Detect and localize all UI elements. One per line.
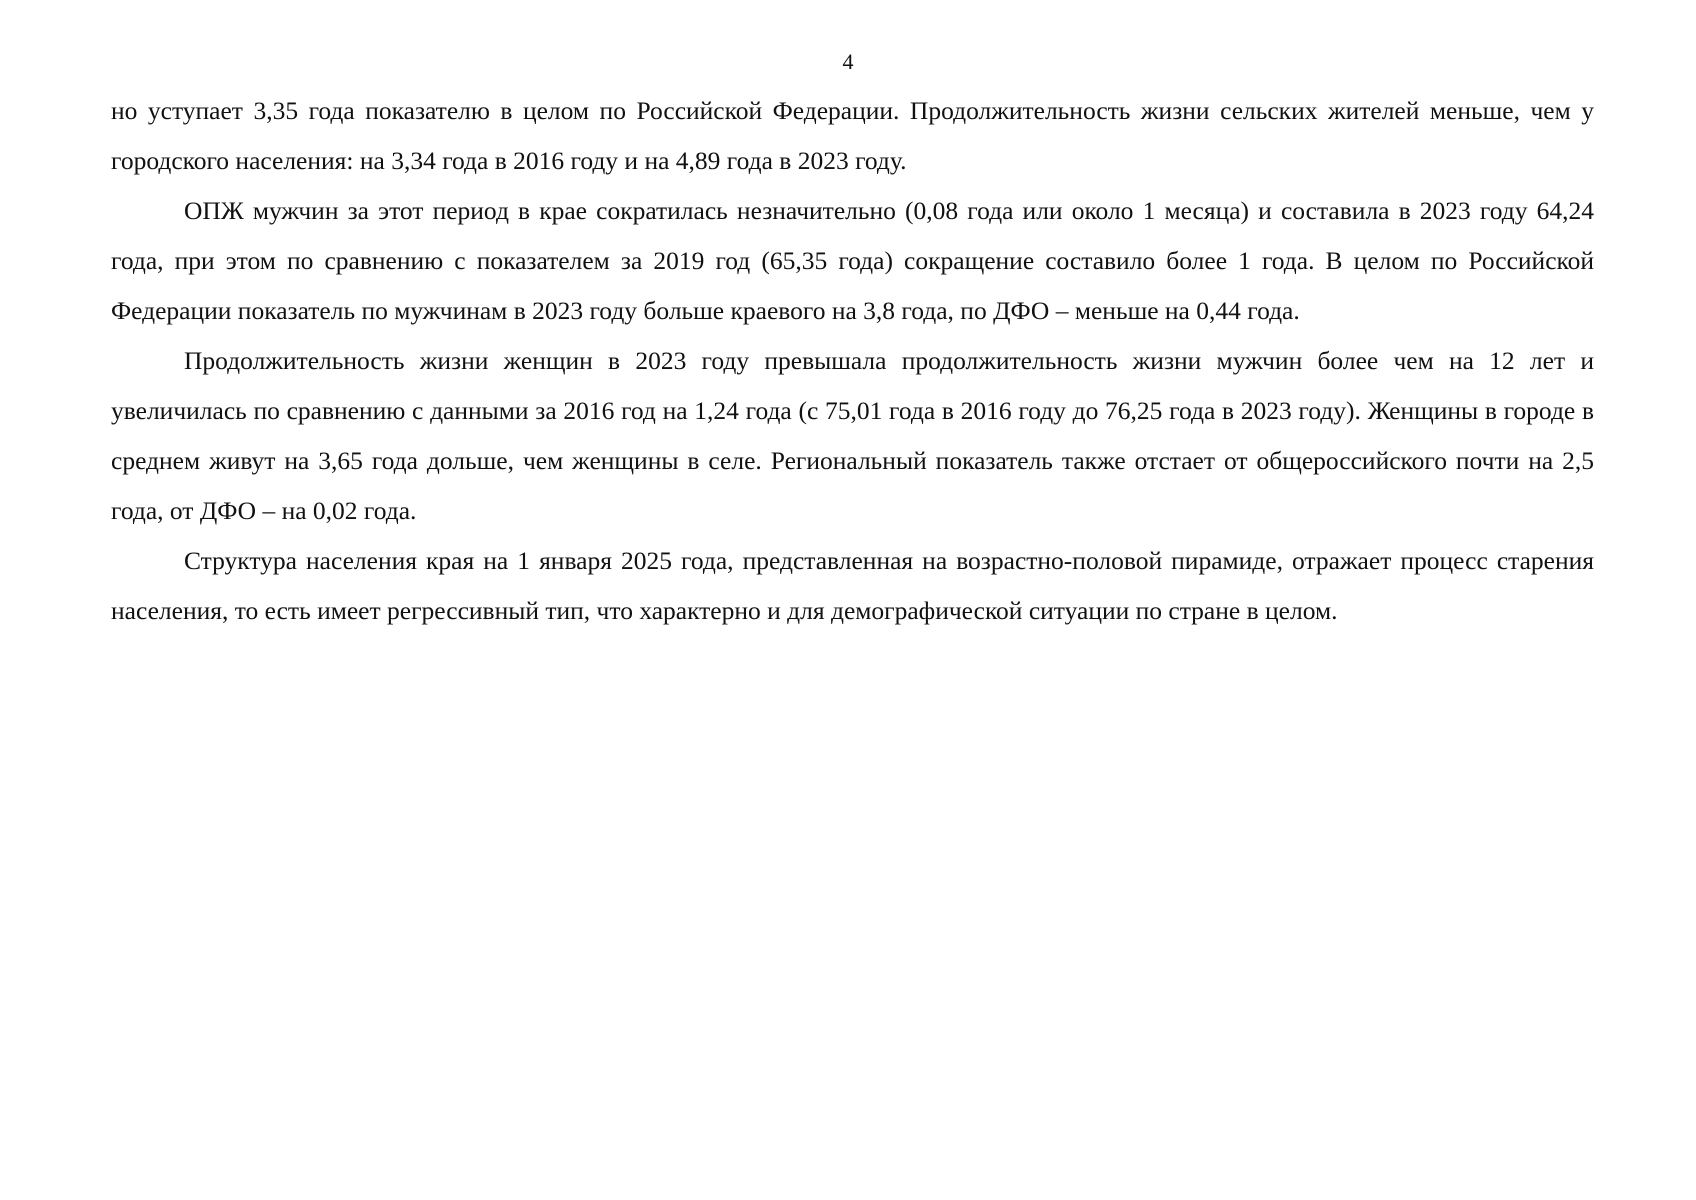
document-body (111, 86, 1594, 636)
paragraph-rural-urban-gap: но уступает 3,35 года показателю в целом по Российской Федерации. Продолжительность жизни сельских жителей меньше, чем у городского населения: на 3,34 года в 2016 году и на 4,89 года в 2023 году. (111, 96, 1594, 175)
paragraph-female-life-expectancy: Продолжительность жизни женщин в 2023 году превышала продолжительность жизни мужчин более чем на 12 лет и увеличилась по сравнению с данными за 2016 год на 1,24 года (с 75,01 года в 2016 году до 76,25 года в 2023 году). Женщины в городе в среднем живут на 3,65 года дольше, чем женщины в селе. Региональный показатель также отстает от общероссийского почти на 2,5 года, от ДФО – на 0,02 года. (111, 346, 1594, 525)
paragraph-male-life-expectancy: ОПЖ мужчин за этот период в крае сократилась незначительно (0,08 года или около 1 месяца) и составила в 2023 году 64,24 года, при этом по сравнению с показателем за 2019 год (65,35 года) сокращение составило более 1 года. В целом по Российской Федерации показатель по мужчинам в 2023 году больше краевого на 3,8 года, по ДФО – меньше на 0,44 года. (111, 196, 1594, 325)
page-number: 4 (842, 49, 854, 74)
paragraph-population-structure: Структура населения края на 1 января 2025 года, представленная на возрастно-половой пирамиде, отражает процесс старения населения, то есть имеет регрессивный тип, что характерно и для демографической ситуации по стране в целом. (111, 546, 1594, 625)
